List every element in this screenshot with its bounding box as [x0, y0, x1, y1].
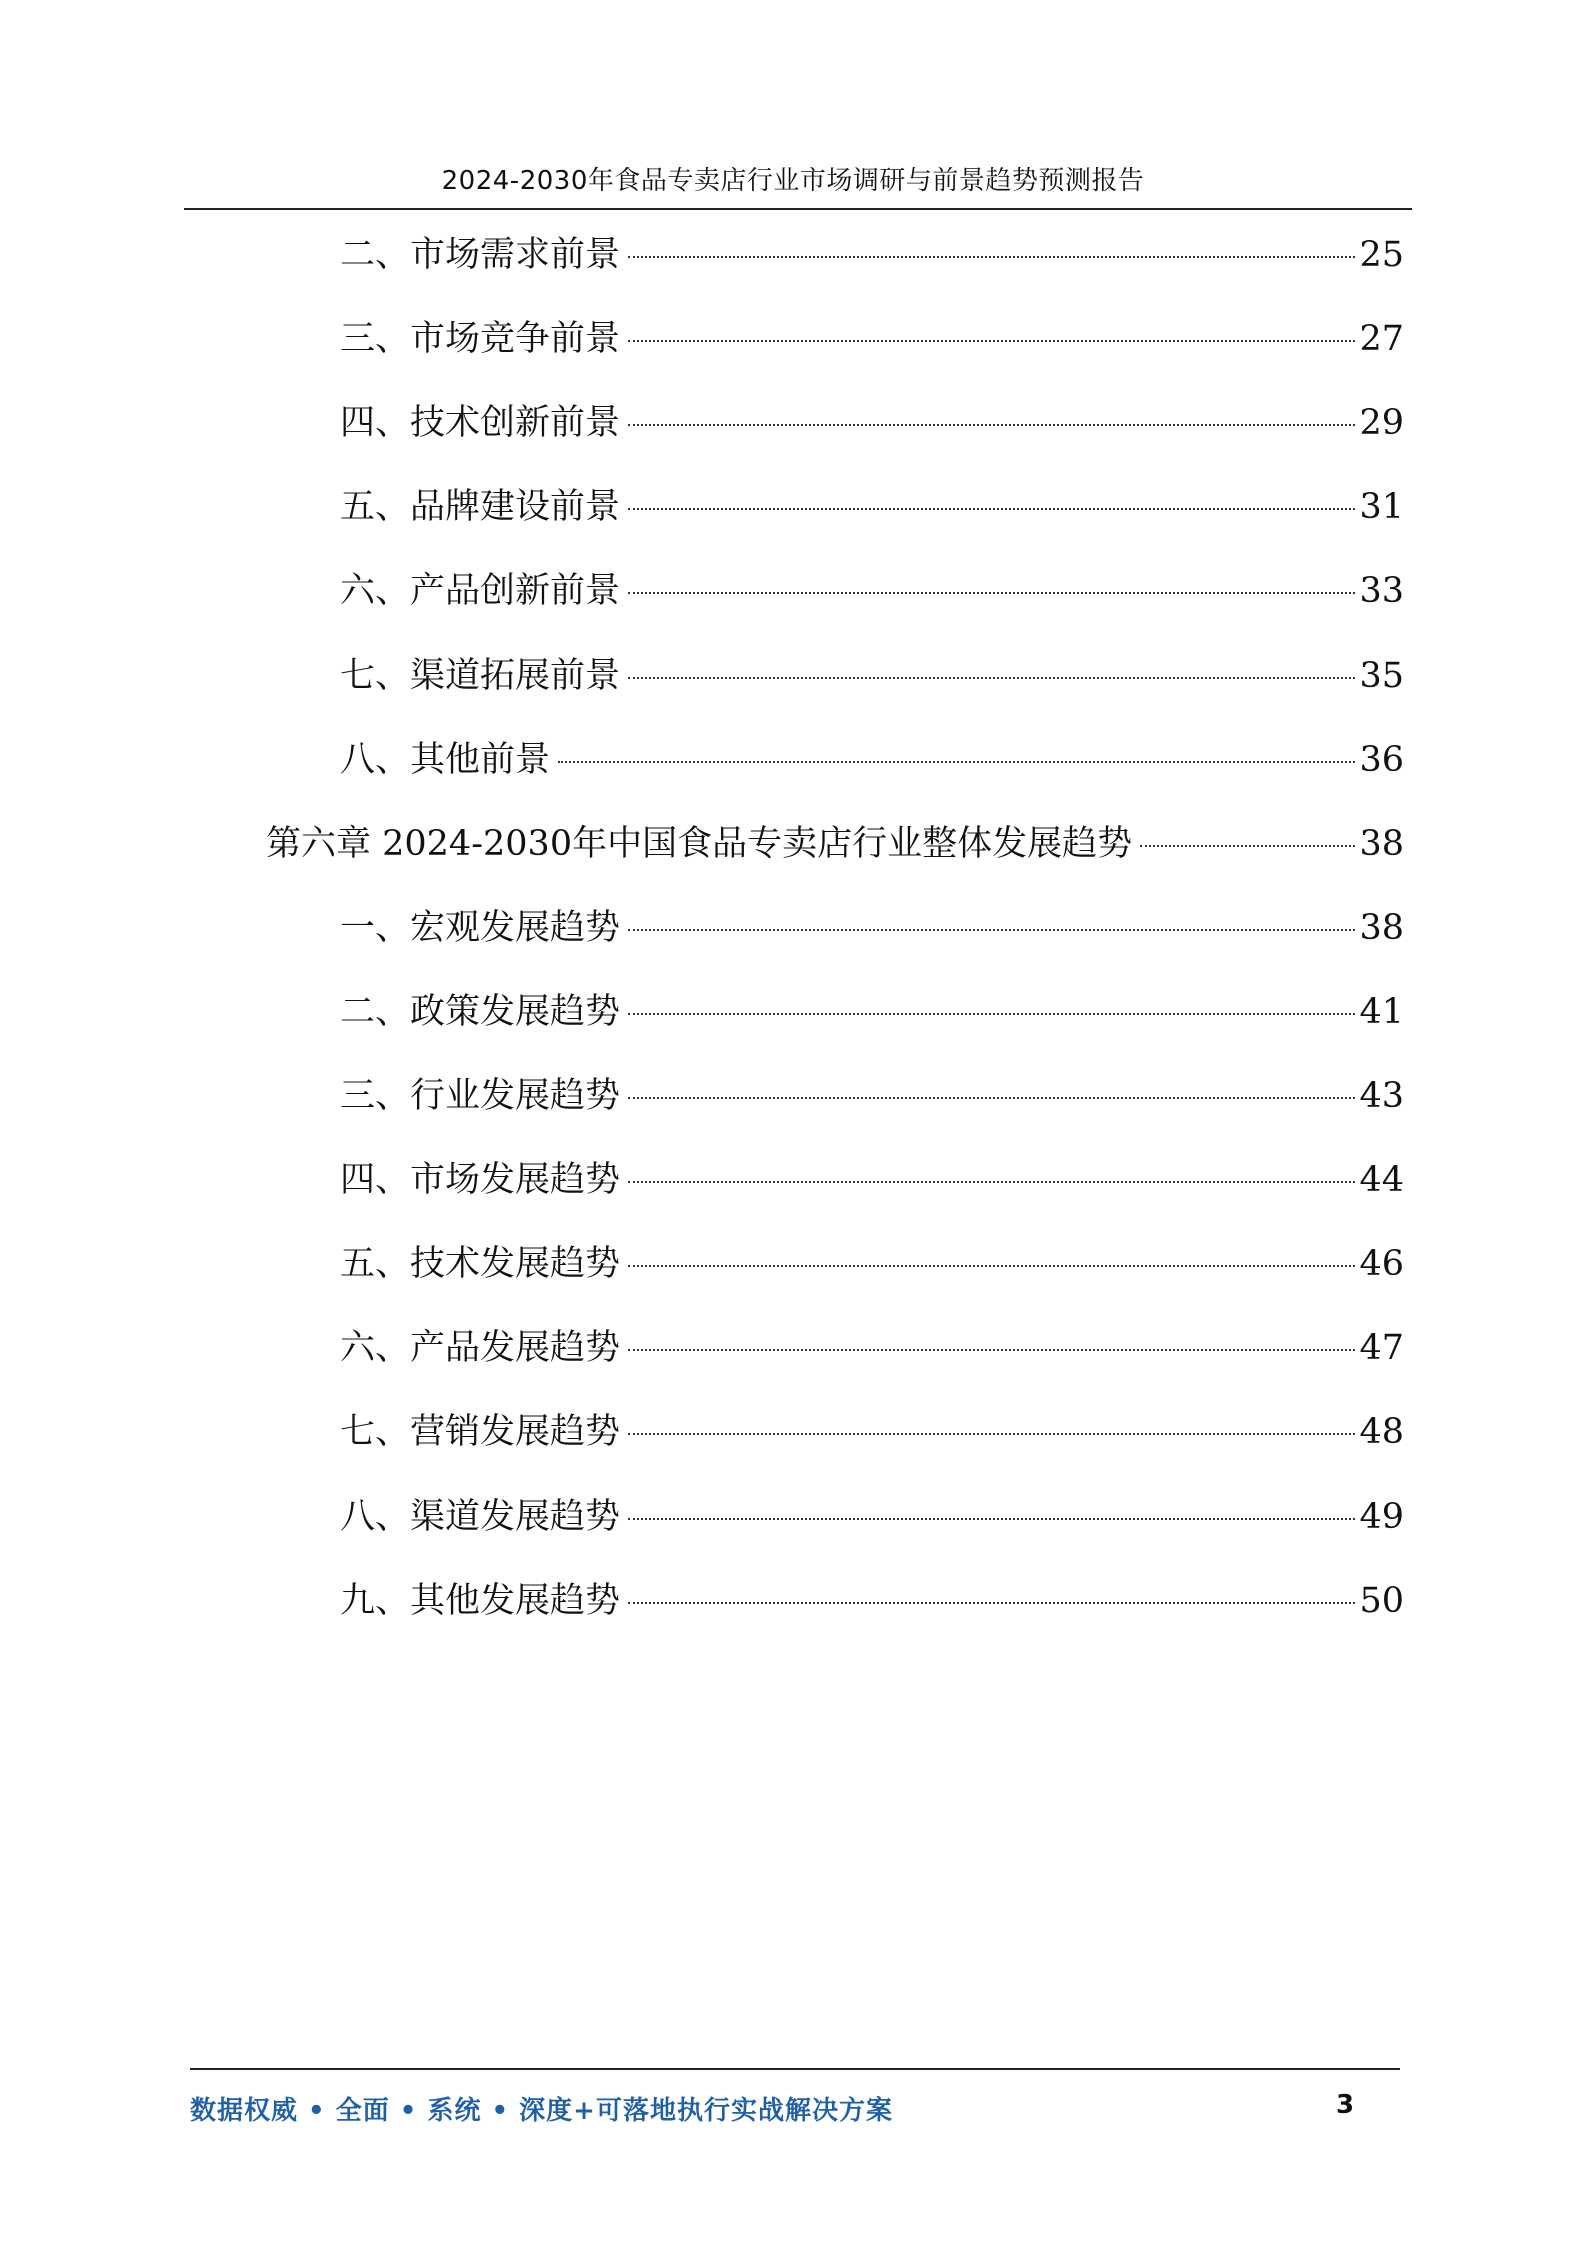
toc-entry-label: 三、行业发展趋势	[340, 1076, 621, 1116]
toc-entry-page: 36	[1359, 740, 1404, 780]
toc-entry-page: 41	[1359, 992, 1404, 1032]
toc-leader-dots	[1140, 845, 1355, 847]
toc-entry-label: 五、技术发展趋势	[340, 1244, 621, 1284]
toc-leader-dots	[628, 1013, 1355, 1015]
toc-entry-page: 47	[1359, 1328, 1404, 1368]
toc-entry-page: 49	[1359, 1497, 1404, 1537]
toc-entry[interactable]	[340, 1066, 1404, 1126]
toc-entry-page: 33	[1359, 571, 1404, 611]
toc-entry-page: 27	[1359, 319, 1404, 359]
toc-entry-label: 八、其他前景	[340, 740, 551, 780]
toc-entry[interactable]	[340, 1150, 1404, 1210]
toc-entry-label: 九、其他发展趋势	[340, 1581, 621, 1621]
toc-entry[interactable]	[340, 982, 1404, 1042]
toc-entry-label: 七、渠道拓展前景	[340, 656, 621, 696]
toc-entry-page: 48	[1359, 1412, 1404, 1452]
toc-entry-page: 31	[1359, 487, 1404, 527]
toc-leader-dots	[628, 1602, 1355, 1604]
toc-entry[interactable]	[340, 898, 1404, 958]
toc-entry[interactable]	[340, 1318, 1404, 1378]
toc-entry-label: 第六章 2024-2030年中国食品专卖店行业整体发展趋势	[266, 824, 1133, 864]
toc-entry-label: 二、政策发展趋势	[340, 992, 621, 1032]
toc-entry[interactable]	[340, 561, 1404, 621]
toc-entry-page: 29	[1359, 403, 1404, 443]
toc-leader-dots	[628, 256, 1355, 258]
toc-entry-page: 50	[1359, 1581, 1404, 1621]
toc-leader-dots	[628, 1097, 1355, 1099]
toc-entry-label: 四、技术创新前景	[340, 403, 621, 443]
toc-entry-page: 25	[1359, 235, 1404, 275]
footer-divider	[190, 2068, 1400, 2070]
toc-entry-label: 四、市场发展趋势	[340, 1160, 621, 1200]
toc-entry-label: 一、宏观发展趋势	[340, 908, 621, 948]
toc-entry[interactable]	[340, 730, 1404, 790]
toc-entry-page: 38	[1359, 908, 1404, 948]
toc-entry-page: 43	[1359, 1076, 1404, 1116]
toc-leader-dots	[558, 761, 1355, 763]
toc-leader-dots	[628, 424, 1355, 426]
toc-leader-dots	[628, 508, 1355, 510]
toc-entry-page: 35	[1359, 656, 1404, 696]
toc-entry-page: 38	[1359, 824, 1404, 864]
toc-leader-dots	[628, 592, 1355, 594]
toc-entry[interactable]	[340, 309, 1404, 369]
toc-entry[interactable]	[340, 1234, 1404, 1294]
toc-entry[interactable]	[340, 1571, 1404, 1631]
page-header-title: 2024-2030年食品专卖店行业市场调研与前景趋势预测报告	[441, 166, 1145, 196]
toc-entry[interactable]	[340, 1402, 1404, 1462]
page-number: 3	[1336, 2090, 1355, 2120]
toc-entry-label: 六、产品发展趋势	[340, 1328, 621, 1368]
toc-leader-dots	[628, 677, 1355, 679]
toc-leader-dots	[628, 1518, 1355, 1520]
toc-leader-dots	[628, 1349, 1355, 1351]
toc-entry[interactable]	[340, 646, 1404, 706]
toc-entry-label: 五、品牌建设前景	[340, 487, 621, 527]
toc-entry-label: 六、产品创新前景	[340, 571, 621, 611]
toc-entry[interactable]	[340, 225, 1404, 285]
toc-entry[interactable]	[340, 1487, 1404, 1547]
header-divider	[184, 208, 1412, 210]
toc-leader-dots	[628, 929, 1355, 931]
toc-leader-dots	[628, 1433, 1355, 1435]
toc-entry-label: 三、市场竞争前景	[340, 319, 621, 359]
toc-leader-dots	[628, 1181, 1355, 1183]
toc-leader-dots	[628, 1265, 1355, 1267]
toc-entry-page: 46	[1359, 1244, 1404, 1284]
toc-entry-label: 八、渠道发展趋势	[340, 1497, 621, 1537]
toc-entry[interactable]	[340, 477, 1404, 537]
toc-entry[interactable]	[266, 814, 1404, 874]
toc-entry[interactable]	[340, 393, 1404, 453]
toc-entry-label: 二、市场需求前景	[340, 235, 621, 275]
footer-slogan: 数据权威 • 全面 • 系统 • 深度+可落地执行实战解决方案	[190, 2096, 893, 2126]
toc-entry-label: 七、营销发展趋势	[340, 1412, 621, 1452]
toc-entry-page: 44	[1359, 1160, 1404, 1200]
toc-leader-dots	[628, 340, 1355, 342]
